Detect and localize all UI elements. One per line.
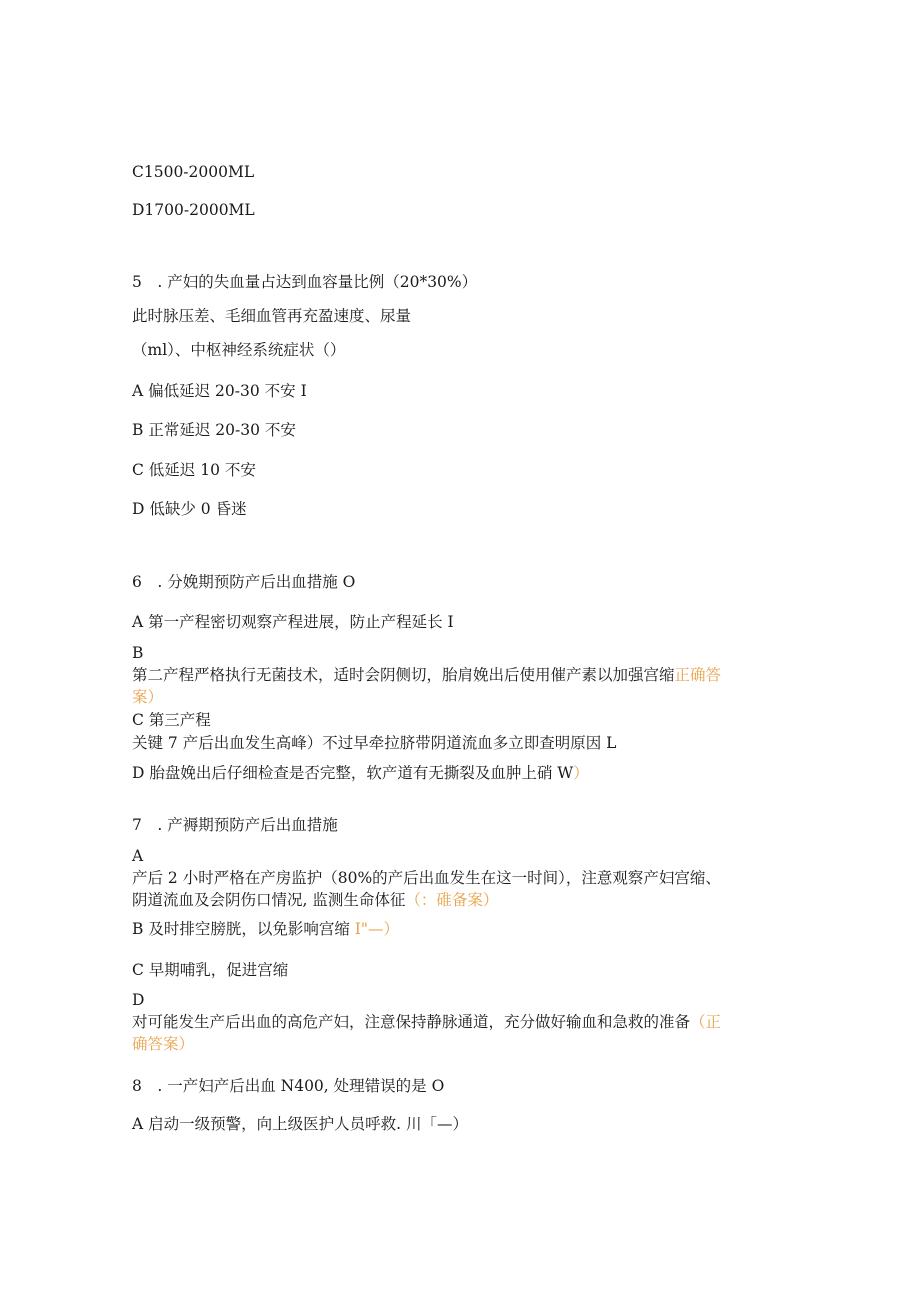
- q7-option-c: C 早期哺乳，促进宫缩: [132, 961, 289, 979]
- q6-option-d-text: D 胎盘娩出后仔细检查是否完整，软产道有无撕裂及血肿上硝 W: [132, 764, 574, 782]
- q7-option-d-letter: D: [132, 991, 145, 1009]
- q6-option-c: C 第三产程: [132, 711, 211, 729]
- q7-option-a-text: 阴道流血及会阴伤口情况, 监测生命体征: [132, 891, 406, 909]
- answer-mark: ）: [573, 764, 589, 782]
- q7-option-d: [132, 1011, 721, 1033]
- answer-mark: 确答案）: [132, 1035, 195, 1053]
- q7-option-b: [132, 918, 399, 940]
- q6-option-a: A 第一产程密切观察产程进展，防止产程延长 I: [132, 613, 454, 631]
- q5-stem-line2: 此时脉压差、毛细血管再充盈速度、尿量: [132, 307, 412, 325]
- q6-option-b-text: 第二产程严格执行无菌技术，适时会阴侧切，胎肩娩出后使用催产素以加强宫缩: [132, 666, 675, 684]
- q4-option-c: C1500-2000ML: [132, 163, 255, 181]
- q5-stem-line3: （ml）、中枢神经系统症状（）: [132, 341, 346, 359]
- q5-option-d: D 低缺少 0 昏迷: [132, 500, 247, 518]
- q7-stem: 7 . 产褥期预防产后出血措施: [132, 816, 338, 834]
- answer-mark: （正: [690, 1013, 722, 1031]
- q5-option-a: A 偏低延迟 20-30 不安 I: [132, 382, 307, 400]
- q8-option-a: A 启动一级预警，向上级医护人员呼救. 川「—）: [132, 1115, 468, 1133]
- answer-mark: 案）: [132, 688, 164, 706]
- q7-option-d-text: 对可能发生产后出血的高危产妇，注意保持静脉通道，充分做好输血和急救的准备: [132, 1013, 691, 1031]
- q6-stem: 6 . 分娩期预防产后出血措施 O: [132, 573, 356, 591]
- answer-mark: （：碓备案）: [405, 891, 499, 909]
- answer-mark: 正确答: [674, 666, 722, 684]
- q7-option-b-text: B 及时排空膀胱，以免影响宫缩: [132, 920, 350, 938]
- q5-option-c: C 低延迟 10 不安: [132, 461, 256, 479]
- q6-option-b: [132, 664, 721, 686]
- q6-option-c-line2: 关键 7 产后出血发生高峰）不过早牵拉脐带阴道流血多立即查明原因 L: [132, 734, 617, 752]
- q5-stem: 5 . 产妇的失血量占达到血容量比例（20*30%）: [132, 273, 478, 291]
- q6-option-d: [132, 762, 589, 784]
- q4-option-d: D1700-2000ML: [132, 201, 255, 219]
- q5-option-b: B 正常延迟 20-30 不安: [132, 421, 296, 439]
- q7-option-a: 产后 2 小时严格在产房监护（80%的产后出血发生在这一时间），注意观察产妇宫缩、: [132, 869, 721, 887]
- q8-stem: 8 . 一产妇产后出血 N400, 处理错误的是 O: [132, 1077, 445, 1095]
- q6-option-b-letter: B: [132, 644, 144, 662]
- q7-option-a-line2: [132, 889, 498, 911]
- q7-option-a-letter: A: [132, 847, 144, 865]
- answer-mark: I"—）: [354, 920, 400, 938]
